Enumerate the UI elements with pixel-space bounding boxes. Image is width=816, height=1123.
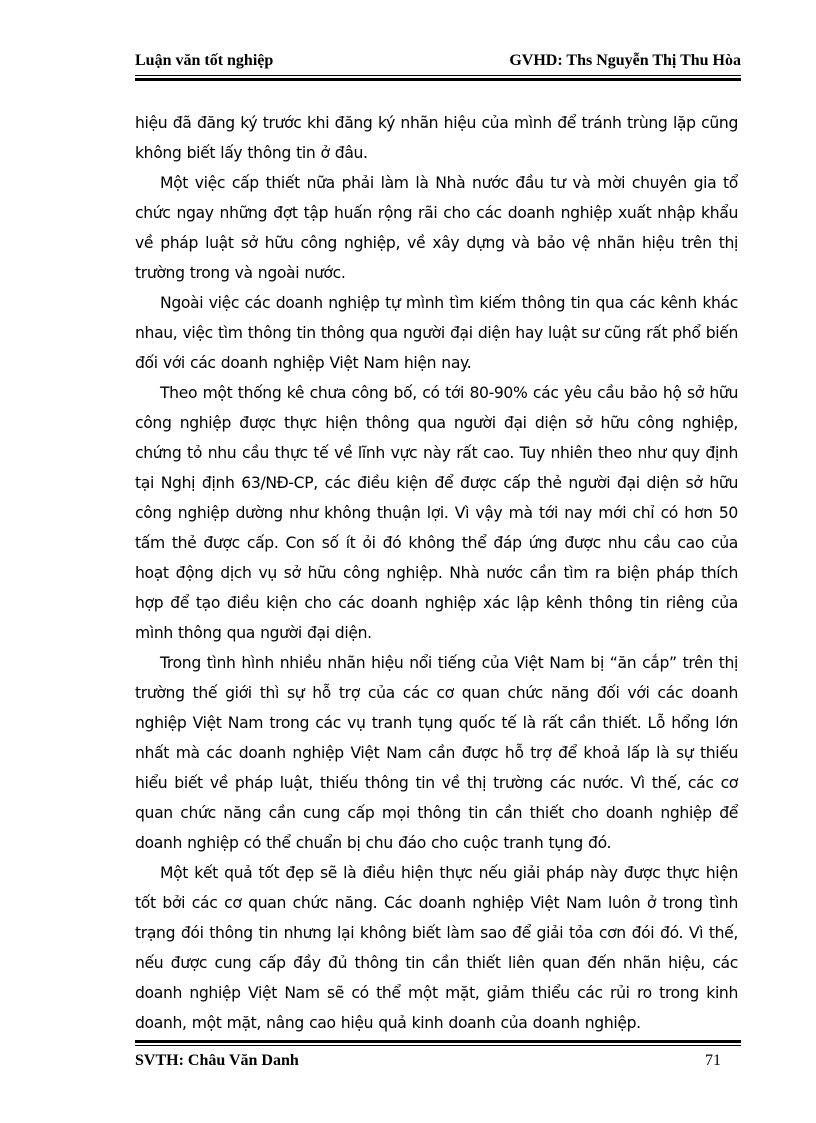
page-header <box>135 50 741 72</box>
paragraph: Trong tình hình nhiều nhãn hiệu nổi tiếng của Việt Nam bị “ăn cắp” trên thị trường thế giới thì sự hỗ trợ của các cơ quan chức năng đối với các doanh nghiệp Việt Nam trong các vụ tranh tụng quốc tế là rất cần thiết. Lỗ hổng lớn nhất mà các doanh nghiệp Việt Nam cần được hỗ trợ để khoả lấp là sự thiếu hiểu biết về pháp luật, thiếu thông tin về thị trường các nước. Vì thế, các cơ quan chức năng cần cung cấp mọi thông tin cần thiết cho doanh nghiệp để doanh nghiệp có thể chuẩn bị chu đáo cho cuộc tranh tụng đó. <box>135 654 738 852</box>
header-rule-thin <box>135 75 741 76</box>
footer-rule-thick <box>135 1040 741 1043</box>
thesis-title: Luận văn tốt nghiệp <box>135 52 274 69</box>
supervisor-name: GVHD: Ths Nguyễn Thị Thu Hòa <box>509 52 741 69</box>
paragraph: hiệu đã đăng ký trước khi đăng ký nhãn hiệu của mình để tránh trùng lặp cũng không biết lấy thông tin ở đâu. <box>135 114 738 162</box>
paragraph: Một kết quả tốt đẹp sẽ là điều hiện thực nếu giải pháp này được thực hiện tốt bởi các cơ quan chức năng. Các doanh nghiệp Việt Nam luôn ở trong tình trạng đói thông tin nhưng lại không biết làm sao để giải tỏa cơn đói đó. Vì thế, nếu được cung cấp đầy đủ thông tin cần thiết liên quan đến nhãn hiệu, các doanh nghiệp Việt Nam sẽ có thể một mặt, giảm thiểu các rủi ro trong kinh doanh, một mặt, nâng cao hiệu quả kinh doanh của doanh nghiệp. <box>135 864 738 1032</box>
body-text <box>135 108 738 1038</box>
header-rule-thick <box>135 78 741 81</box>
paragraph: Một việc cấp thiết nữa phải làm là Nhà nước đầu tư và mời chuyên gia tổ chức ngay những đợt tập huấn rộng rãi cho các doanh nghiệp xuất nhập khẩu về pháp luật sở hữu công nghiệp, về xây dựng và bảo vệ nhãn hiệu trên thị trường trong và ngoài nước. <box>135 174 738 282</box>
paragraph: Theo một thống kê chưa công bố, có tới 80-90% các yêu cầu bảo hộ sở hữu công nghiệp được thực hiện thông qua người đại diện sở hữu công nghiệp, chứng tỏ nhu cầu thực tế về lĩnh vực này rất cao. Tuy nhiên theo như quy định tại Nghị định 63/NĐ-CP, các điều kiện để được cấp thẻ người đại diện sở hữu công nghiệp dường như không thuận lợi. Vì vậy mà tới nay mới chỉ có hơn 50 tấm thẻ được cấp. Con số ít ỏi đó không thể đáp ứng được nhu cầu cao của hoạt động dịch vụ sở hữu công nghiệp. Nhà nước cần tìm ra biện pháp thích hợp để tạo điều kiện cho các doanh nghiệp xác lập kênh thông tin riêng của mình thông qua người đại diện. <box>135 384 738 642</box>
paragraph: Ngoài việc các doanh nghiệp tự mình tìm kiếm thông tin qua các kênh khác nhau, việc tìm thông tin thông qua người đại diện hay luật sư cũng rất phổ biến đối với các doanh nghiệp Việt Nam hiện nay. <box>135 294 738 372</box>
page-number: 71 <box>705 1052 721 1069</box>
page-footer <box>135 1050 741 1072</box>
footer-rule-thin <box>135 1045 741 1046</box>
student-name: SVTH: Châu Văn Danh <box>135 1052 299 1069</box>
